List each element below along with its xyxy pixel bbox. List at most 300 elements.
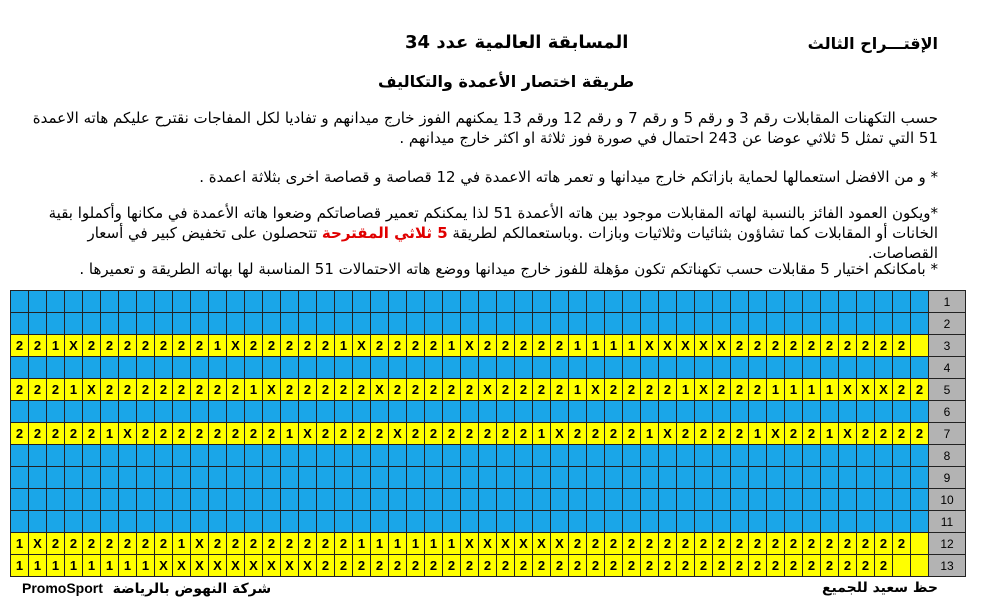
grid-cell [371,313,389,335]
grid-cell [101,357,119,379]
grid-cell: 1 [371,533,389,555]
grid-cell: 2 [11,423,29,445]
grid-cell: 2 [47,379,65,401]
grid-cell [389,467,407,489]
grid-cell [713,445,731,467]
grid-cell [641,489,659,511]
grid-cell: 2 [101,533,119,555]
grid-cell [875,511,893,533]
grid-cell: 2 [641,379,659,401]
grid-cell: 2 [713,555,731,577]
grid-cell [587,467,605,489]
grid-cell: 2 [893,379,911,401]
grid-cell: 2 [731,533,749,555]
grid-cell [911,357,929,379]
grid-cell: 2 [119,379,137,401]
grid-cell: 2 [47,533,65,555]
grid-cell [389,445,407,467]
grid-cell [443,511,461,533]
grid-cell [785,467,803,489]
grid-cell [47,467,65,489]
grid-cell [245,467,263,489]
grid-cell [299,357,317,379]
grid-cell: 2 [713,423,731,445]
grid-cell: 2 [11,335,29,357]
grid-cell [371,511,389,533]
grid-cell [893,511,911,533]
grid-cell [749,489,767,511]
grid-cell: 2 [317,533,335,555]
grid-cell [803,401,821,423]
grid-cell [191,401,209,423]
grid-cell [767,467,785,489]
grid-cell [659,489,677,511]
grid-cell: 2 [479,423,497,445]
grid-cell [263,401,281,423]
grid-cell [659,467,677,489]
grid-cell [209,489,227,511]
grid-row [11,555,966,577]
grid-cell [659,401,677,423]
grid-cell [803,357,821,379]
grid-cell [65,291,83,313]
grid-cell [695,313,713,335]
grid-cell [839,291,857,313]
grid-cell: 2 [677,533,695,555]
grid-cell [785,291,803,313]
grid-cell: X [83,379,101,401]
grid-cell: X [299,423,317,445]
grid-cell: 2 [875,335,893,357]
grid-cell: 1 [65,555,83,577]
grid-cell [173,445,191,467]
grid-cell [659,313,677,335]
grid-cell [497,401,515,423]
grid-cell: 1 [443,533,461,555]
grid-cell [173,511,191,533]
grid-cell: 2 [425,555,443,577]
grid-cell: 1 [335,335,353,357]
grid-cell [623,357,641,379]
grid-cell: 1 [101,423,119,445]
grid-cell [461,489,479,511]
grid-cell [659,291,677,313]
row-number: 5 [929,379,966,401]
grid-cell [461,291,479,313]
grid-cell: 2 [29,335,47,357]
grid-cell: 2 [821,555,839,577]
grid-cell [209,511,227,533]
grid-cell [911,445,929,467]
grid-cell [461,401,479,423]
grid-cell: X [155,555,173,577]
grid-cell [317,291,335,313]
grid-cell [173,357,191,379]
grid-cell [893,445,911,467]
grid-cell: 1 [821,379,839,401]
grid-cell: 1 [353,533,371,555]
grid-cell: 2 [353,423,371,445]
highlight-method: 5 ثلاثي المقترحة [321,224,448,242]
grid-cell [839,401,857,423]
grid-cell [911,291,929,313]
row-number: 4 [929,357,966,379]
grid-cell: X [299,555,317,577]
grid-cell: 2 [371,555,389,577]
grid-cell [101,291,119,313]
footer-wish: حظ سعيد للجميع [821,580,938,596]
grid-cell [695,467,713,489]
grid-cell [425,511,443,533]
grid-cell [317,467,335,489]
grid-cell [497,291,515,313]
grid-cell [479,401,497,423]
grid-cell [29,313,47,335]
grid-cell: 2 [605,533,623,555]
grid-cell: 2 [155,379,173,401]
grid-cell: 2 [209,379,227,401]
grid-cell [65,401,83,423]
grid-cell: 2 [461,379,479,401]
grid-cell [407,489,425,511]
grid-cell: 2 [443,379,461,401]
grid-cell: 2 [893,335,911,357]
grid-cell: 2 [407,423,425,445]
grid-cell [677,511,695,533]
grid-cell: 2 [677,555,695,577]
grid-cell [587,445,605,467]
grid-cell: 1 [47,555,65,577]
grid-cell [173,313,191,335]
grid-cell: 2 [173,379,191,401]
grid-cell [713,313,731,335]
grid-cell [677,313,695,335]
grid-cell [515,511,533,533]
grid-cell [209,467,227,489]
grid-cell: 2 [749,555,767,577]
grid-cell: X [245,555,263,577]
grid-cell [227,489,245,511]
grid-cell: 2 [335,533,353,555]
grid-cell [803,489,821,511]
grid-cell [893,401,911,423]
row-number: 2 [929,313,966,335]
grid-cell: 2 [803,423,821,445]
grid-cell: 2 [407,335,425,357]
grid-cell [623,511,641,533]
grid-cell [47,357,65,379]
grid-cell: X [65,335,83,357]
grid-cell [695,291,713,313]
grid-cell [893,489,911,511]
grid-cell [317,511,335,533]
grid-cell: 2 [713,379,731,401]
grid-cell: 2 [137,533,155,555]
grid-cell: 2 [803,335,821,357]
grid-cell [857,467,875,489]
grid-row [11,423,966,445]
grid-cell [623,291,641,313]
grid-cell [479,291,497,313]
grid-cell [101,313,119,335]
grid-cell [227,291,245,313]
grid-cell [551,511,569,533]
grid-cell: 1 [389,533,407,555]
grid-cell: 2 [551,335,569,357]
grid-cell [119,291,137,313]
grid-cell [281,357,299,379]
grid-cell [389,401,407,423]
grid-cell [299,291,317,313]
grid-cell [317,313,335,335]
grid-cell: 2 [749,335,767,357]
grid-cell [641,313,659,335]
grid-cell: X [857,379,875,401]
grid-cell: 2 [857,335,875,357]
grid-cell [803,467,821,489]
grid-cell: 2 [713,533,731,555]
grid-cell [407,357,425,379]
grid-cell [335,489,353,511]
columns-grid [10,290,966,577]
grid-cell [893,357,911,379]
grid-cell: 2 [29,423,47,445]
grid-cell [857,313,875,335]
grid-cell [443,357,461,379]
paragraph-choice: * بامكانكم اختيار 5 مقابلات حسب تكهناتكم تكون مؤهلة للفوز خارج ميدانها ووضع هاته الاحتمالات 51 المناسبة لها بهاته الطريقة و تعميرها . [79,260,938,278]
grid-cell [65,313,83,335]
grid-cell: 2 [785,533,803,555]
grid-cell [479,313,497,335]
grid-cell [731,467,749,489]
grid-cell: X [371,379,389,401]
grid-cell [839,489,857,511]
grid-cell: 2 [155,335,173,357]
grid-cell [353,467,371,489]
grid-cell: 2 [227,423,245,445]
grid-cell: 2 [389,379,407,401]
grid-cell: 2 [587,423,605,445]
grid-cell [497,489,515,511]
grid-cell [839,357,857,379]
grid-cell: 2 [317,379,335,401]
grid-cell: 2 [65,423,83,445]
grid-cell [731,291,749,313]
grid-cell [839,511,857,533]
grid-cell [353,357,371,379]
grid-cell: 2 [731,335,749,357]
grid-cell [29,401,47,423]
row-number: 12 [929,533,966,555]
grid-cell: X [767,423,785,445]
grid-cell: 1 [209,335,227,357]
grid-cell [641,467,659,489]
grid-cell [785,445,803,467]
grid-cell [515,489,533,511]
grid-cell [605,445,623,467]
grid-cell [551,445,569,467]
grid-cell: 2 [191,335,209,357]
grid-cell: 2 [137,379,155,401]
grid-cell [515,467,533,489]
grid-cell [893,467,911,489]
grid-cell [497,511,515,533]
grid-cell [11,291,29,313]
grid-cell [551,357,569,379]
grid-cell [569,445,587,467]
grid-cell: 1 [119,555,137,577]
grid-cell: 2 [767,533,785,555]
grid-cell [11,489,29,511]
grid-cell: 2 [29,379,47,401]
grid-cell [749,291,767,313]
grid-cell [713,291,731,313]
grid-cell [227,357,245,379]
grid-cell [353,313,371,335]
grid-cell [623,445,641,467]
grid-cell [875,313,893,335]
grid-cell: 2 [839,335,857,357]
grid-cell [659,511,677,533]
grid-cell: 2 [335,555,353,577]
grid-cell [551,291,569,313]
grid-cell [407,467,425,489]
grid-cell [389,357,407,379]
grid-cell [47,445,65,467]
grid-cell: 2 [803,555,821,577]
grid-cell: 2 [821,533,839,555]
grid-cell [821,445,839,467]
row-number: 9 [929,467,966,489]
grid-cell: 2 [263,423,281,445]
grid-cell [11,357,29,379]
grid-cell: 2 [497,555,515,577]
grid-cell: 2 [83,533,101,555]
grid-cell: 2 [695,533,713,555]
grid-cell [623,489,641,511]
grid-cell: 2 [353,555,371,577]
grid-cell [119,313,137,335]
grid-cell [173,489,191,511]
grid-cell: 2 [839,555,857,577]
grid-cell [371,445,389,467]
grid-cell: 2 [119,533,137,555]
grid-cell [119,357,137,379]
grid-cell [767,357,785,379]
grid-cell [461,467,479,489]
grid-cell [677,401,695,423]
grid-cell [155,489,173,511]
grid-cell [353,445,371,467]
grid-cell: 2 [785,423,803,445]
grid-cell [11,401,29,423]
grid-cell: 2 [83,335,101,357]
grid-cell: 2 [11,379,29,401]
grid-cell: 2 [335,423,353,445]
grid-cell: 2 [317,335,335,357]
grid-cell [803,445,821,467]
grid-cell [515,357,533,379]
grid-cell [569,467,587,489]
grid-cell [875,401,893,423]
grid-cell: X [713,335,731,357]
grid-row [11,467,966,489]
grid-cell [83,511,101,533]
grid-cell [731,313,749,335]
grid-cell [47,401,65,423]
grid-cell [569,489,587,511]
grid-cell: X [641,335,659,357]
grid-cell: 2 [641,533,659,555]
grid-row [11,291,966,313]
grid-cell [479,357,497,379]
grid-cell: X [479,533,497,555]
grid-cell: 2 [731,379,749,401]
grid-cell [299,445,317,467]
grid-cell: 2 [173,335,191,357]
grid-cell [317,357,335,379]
grid-cell [227,511,245,533]
grid-cell [173,401,191,423]
grid-cell [29,445,47,467]
grid-cell [335,467,353,489]
grid-cell [191,445,209,467]
grid-cell: 2 [551,555,569,577]
grid-cell [605,313,623,335]
grid-cell [641,357,659,379]
grid-cell: 1 [137,555,155,577]
grid-cell: 2 [785,335,803,357]
grid-cell [155,467,173,489]
grid-cell [101,445,119,467]
grid-cell: 2 [371,335,389,357]
grid-cell [875,445,893,467]
grid-cell: X [839,423,857,445]
grid-cell [47,489,65,511]
row-number: 11 [929,511,966,533]
grid-cell [389,489,407,511]
grid-cell: 2 [731,423,749,445]
grid-cell: 2 [857,423,875,445]
grid-cell [407,291,425,313]
grid-cell [173,291,191,313]
grid-cell: 1 [83,555,101,577]
grid-cell [767,313,785,335]
grid-cell: X [875,379,893,401]
row-number: 1 [929,291,966,313]
grid-cell: 1 [749,423,767,445]
grid-cell [749,357,767,379]
grid-cell [515,313,533,335]
grid-cell: 2 [659,379,677,401]
grid-cell [587,489,605,511]
grid-cell [371,489,389,511]
grid-cell [245,511,263,533]
grid-cell [407,445,425,467]
grid-cell [263,313,281,335]
grid-cell: X [191,533,209,555]
grid-cell [101,401,119,423]
grid-cell [371,467,389,489]
grid-cell [857,401,875,423]
grid-cell [587,511,605,533]
grid-cell [389,511,407,533]
grid-cell: 2 [749,379,767,401]
grid-cell [137,313,155,335]
grid-cell [911,313,929,335]
grid-cell [155,401,173,423]
grid-cell [263,357,281,379]
